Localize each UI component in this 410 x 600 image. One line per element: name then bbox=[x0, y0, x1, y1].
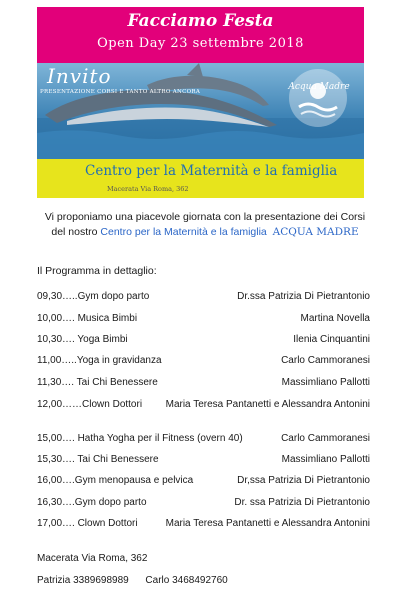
program-row bbox=[37, 377, 370, 391]
logo-waves-icon bbox=[289, 69, 347, 127]
program-row bbox=[37, 497, 370, 511]
program-activity: 15,00…. Hatha Yogha per il Fitness (overn 40) bbox=[37, 433, 243, 444]
intro-line-1: Vi proponiamo una piacevole giornata con la presentazione dei Corsi bbox=[44, 211, 366, 223]
program-activity: 10,00…. Musica Bimbi bbox=[37, 313, 138, 324]
program-row bbox=[37, 475, 370, 489]
program-person: Massimliano Pallotti bbox=[281, 377, 370, 388]
program-row bbox=[37, 399, 370, 413]
program-activity: 12,00……Clown Dottori bbox=[37, 399, 143, 410]
flyer-address: Macerata Via Roma, 362 bbox=[107, 185, 189, 193]
intro-line-2 bbox=[0, 226, 410, 238]
program-person: Dr,ssa Patrizia Di Pietrantonio bbox=[237, 475, 370, 486]
programma-heading: Il Programma in dettaglio: bbox=[37, 265, 157, 277]
centro-title: Centro per la Maternità e la famiglia bbox=[85, 163, 338, 179]
program-person: Carlo Cammoranesi bbox=[281, 355, 370, 366]
program-person: Massimliano Pallotti bbox=[281, 454, 370, 465]
program-person: Maria Teresa Pantanetti e Alessandra Antonini bbox=[165, 518, 370, 529]
program-person: Martina Novella bbox=[300, 313, 370, 324]
invitation-flyer bbox=[37, 7, 364, 198]
program-person: Dr.ssa Patrizia Di Pietrantonio bbox=[237, 291, 370, 302]
program-row bbox=[37, 313, 370, 327]
program-row bbox=[37, 433, 370, 447]
dolphin-fin bbox=[187, 63, 203, 77]
program-row bbox=[37, 334, 370, 348]
intro-acqua-madre: ACQUA MADRE bbox=[272, 226, 359, 238]
program-activity: 11,30…. Tai Chi Benessere bbox=[37, 377, 158, 388]
footer-address: Macerata Via Roma, 362 bbox=[37, 553, 148, 564]
intro-centro: Centro per la Maternità e la famiglia bbox=[100, 226, 267, 238]
program-activity: 17,00…. Clown Dottori bbox=[37, 518, 138, 529]
program-activity: 10,30…. Yoga Bimbi bbox=[37, 334, 128, 345]
program-person: Dr. ssa Patrizia Di Pietrantonio bbox=[234, 497, 370, 508]
logo-badge bbox=[289, 69, 347, 127]
program-row bbox=[37, 355, 370, 369]
invito-label: Invito bbox=[47, 64, 112, 88]
program-person: Ilenia Cinquantini bbox=[293, 334, 370, 345]
program-person: Carlo Cammoranesi bbox=[281, 433, 370, 444]
program-row bbox=[37, 518, 370, 532]
program-activity: 09,30…..Gym dopo parto bbox=[37, 291, 150, 302]
logo-text: Acqua Madre bbox=[288, 82, 350, 92]
program-activity: 16,30….Gym dopo parto bbox=[37, 497, 147, 508]
flyer-title: Facciamo Festa bbox=[127, 11, 274, 31]
flyer-subtitle: Open Day 23 settembre 2018 bbox=[97, 36, 304, 51]
program-activity: 16,00….Gym menopausa e pelvica bbox=[37, 475, 194, 486]
program-activity: 15,30…. Tai Chi Benessere bbox=[37, 454, 159, 465]
footer-contacts: Patrizia 3389698989 Carlo 3468492760 bbox=[37, 575, 228, 586]
program-activity: 11,00…..Yoga in gravidanza bbox=[37, 355, 162, 366]
program-row bbox=[37, 291, 370, 305]
presentazione-label: PRESENTAZIONE CORSI E TANTO ALTRO ANCORA bbox=[40, 89, 201, 95]
program-person: Maria Teresa Pantanetti e Alessandra Antonini bbox=[165, 399, 370, 410]
program-row bbox=[37, 454, 370, 468]
intro-prefix: del nostro bbox=[51, 226, 98, 238]
